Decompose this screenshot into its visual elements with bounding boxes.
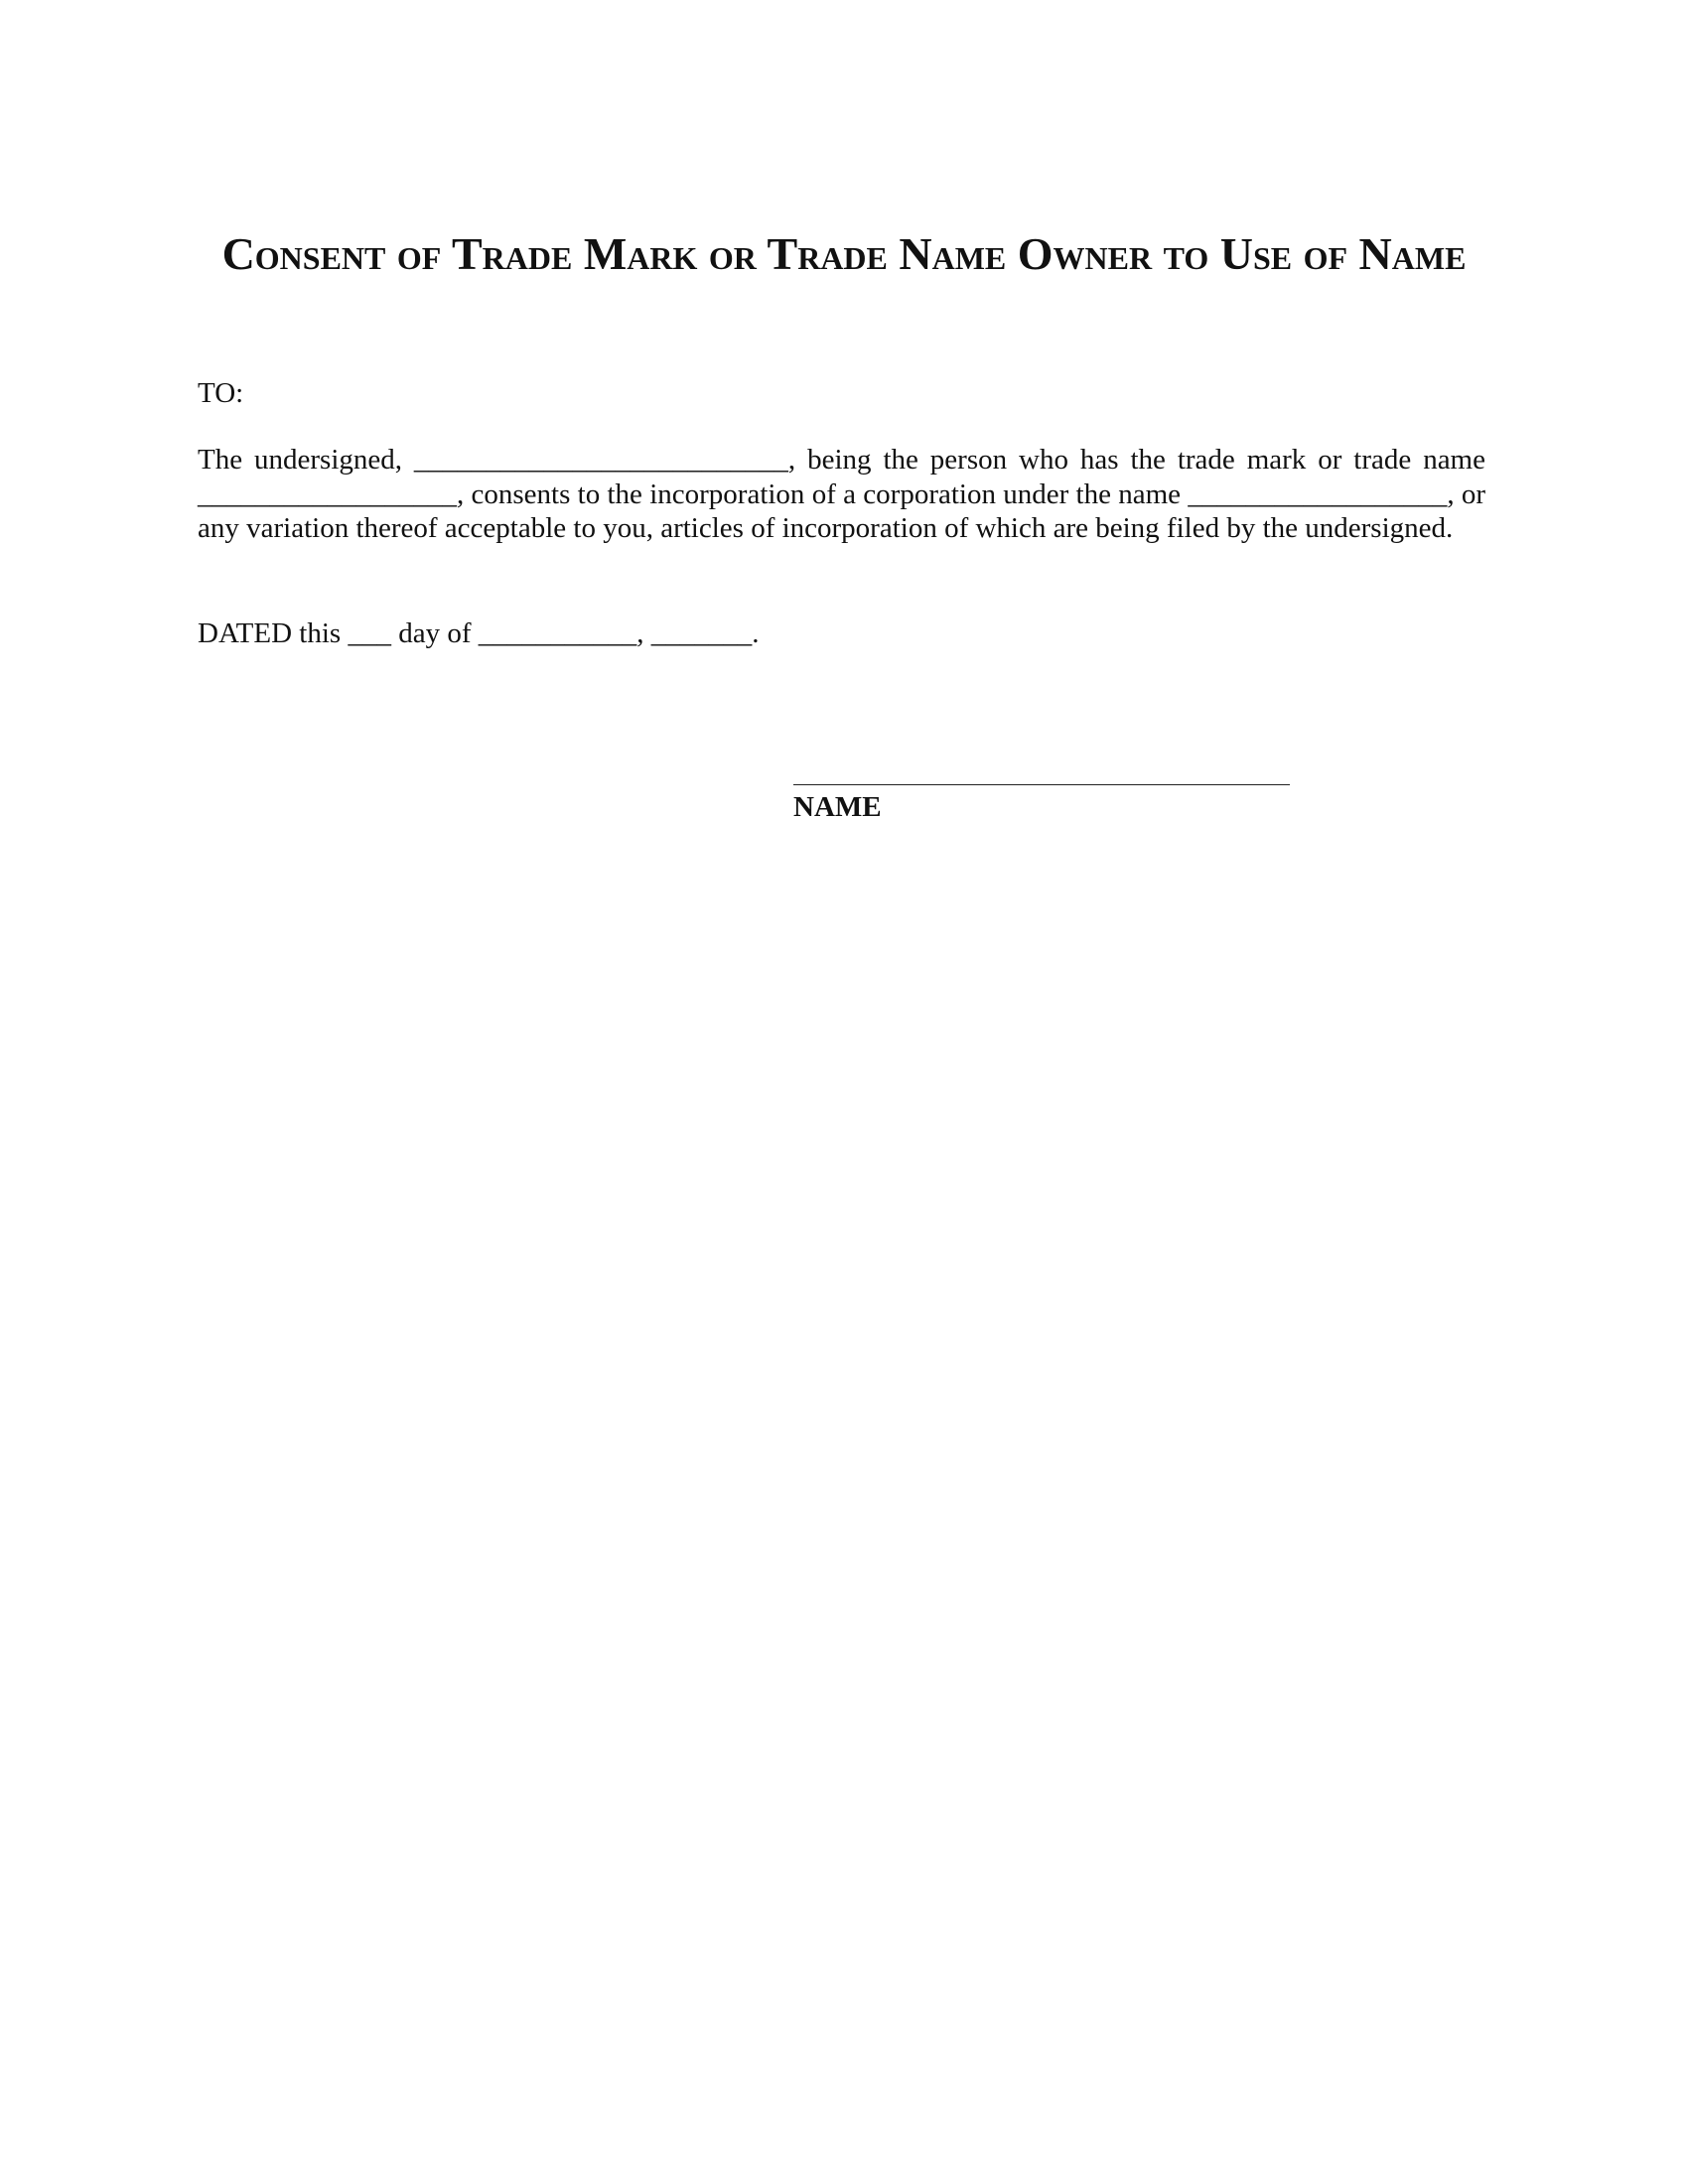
addressee-label: TO: (198, 377, 244, 409)
signature-name-label: NAME (793, 791, 882, 823)
signature-line (793, 784, 1290, 785)
dated-line: DATED this ___ day of ___________, _______. (198, 617, 760, 649)
document-title: Consent of Trade Mark or Trade Name Owner to Use of Name (221, 228, 1467, 279)
consent-paragraph: The undersigned, __________________________, being the person who has the trade mark or trade name __________________, consents to the incorporation of a corporation under the name __________________, or any variation thereof acceptable to you, articles of incorporation of which are being filed by the undersigned. (198, 444, 1485, 544)
